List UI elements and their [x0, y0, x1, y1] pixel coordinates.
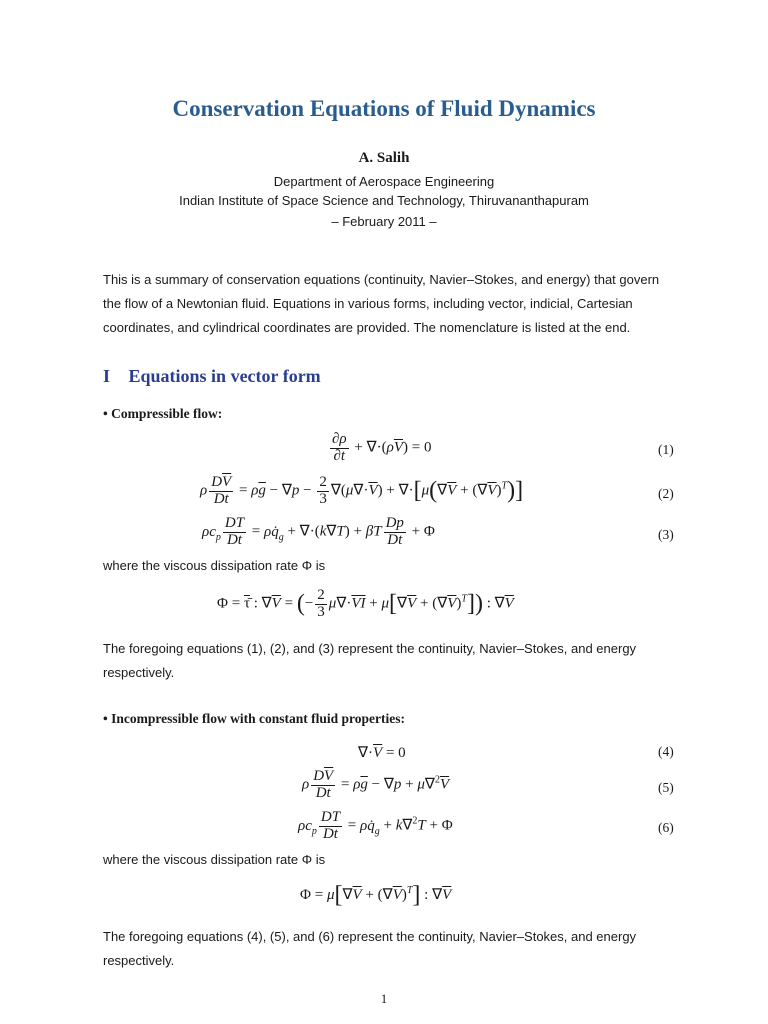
date-line: – February 2011 –	[331, 214, 437, 229]
note-line: respectively.	[103, 665, 175, 680]
equation-number: (4)	[658, 744, 674, 759]
incompressible-note	[103, 925, 679, 973]
dissipation-intro: where the viscous dissipation rate Φ is	[103, 852, 326, 867]
dissipation-equation: $\Phi = \mu[\nabla\overline{V} + (\nabla\overline{V})^T]$ : $\nabla\overline{V}$	[300, 882, 452, 908]
equation-number: (3)	[658, 527, 674, 542]
institute: Indian Institute of Space Science and Technology, Thiruvananthapuram	[179, 193, 589, 208]
incompressible-heading: • Incompressible flow with constant fluid properties:	[103, 711, 405, 726]
author-name: A. Salih	[358, 150, 410, 166]
equation-number: (5)	[658, 780, 674, 795]
section-title: Equations in vector form	[128, 366, 321, 386]
equation-4: $\nabla\cdot\overline{V} = 0$	[358, 745, 406, 761]
equation-1: $\frac{\partial\rho}{\partial t}$ + $\nabla\cdot(\rho\overline{V}) = 0$	[332, 431, 432, 464]
equation-3: $\rho c_p$ $\frac{DT}{Dt}$ = $\rho q̇_g + \nabla\cdot(k\nabla T) + \beta T$ $\frac{Dp}{Dt}$ + Φ	[202, 515, 435, 548]
abstract-line: coordinates, and cylindrical coordinates are provided. The nomenclature is listed at the end.	[103, 320, 631, 335]
dissipation-equation: Φ = τ̄ : $\nabla\overline{V}$ = (− $\frac{2}{3}$ $\mu\nabla\cdot\overline{V}\overline{I} + \mu[\nabla\overline{V} + (\nabla\overline{V})^T]$) : $\nabla\overline{V}$	[217, 587, 514, 620]
note-line: The foregoing equations (1), (2), and (3) represent the continuity, Navier–Stokes, and energy	[103, 641, 637, 656]
abstract-paragraph	[103, 268, 679, 340]
note-line: The foregoing equations (4), (5), and (6) represent the continuity, Navier–Stokes, and energy	[103, 929, 637, 944]
department: Department of Aerospace Engineering	[273, 174, 495, 189]
section-number: I	[103, 366, 111, 386]
compressible-note	[103, 637, 679, 685]
section-heading	[103, 366, 321, 387]
equation-number: (1)	[658, 442, 674, 457]
dissipation-intro: where the viscous dissipation rate Φ is	[103, 558, 326, 573]
page-number: 1	[380, 991, 388, 1006]
paper-title: Conservation Equations of Fluid Dynamics	[172, 96, 596, 121]
equation-6: $\rho c_p$ $\frac{DT}{Dt}$ = $\rho q̇_g + k\nabla^2T + \Phi$	[298, 809, 453, 842]
abstract-line: This is a summary of conservation equations (continuity, Navier–Stokes, and energy) that govern	[103, 272, 660, 287]
equation-2: ρ $\frac{D\overline{V}}{Dt}$ = $\rho\overline{g} - \nabla p$ − $\frac{2}{3}$ $\nabla(\mu\nabla\cdot\overline{V}) + \nabla\cdot[\mu(\nabla\overline{V} + (\nabla\overline{V})^T)]$	[200, 474, 524, 507]
equation-number: (2)	[658, 486, 674, 501]
equation-number: (6)	[658, 820, 674, 835]
note-line: respectively.	[103, 953, 175, 968]
abstract-line: the flow of a Newtonian fluid. Equations in various forms, including vector, indicial, Cartesian	[103, 296, 633, 311]
equation-5: ρ $\frac{D\overline{V}}{Dt}$ = $\rho\overline{g} - \nabla p + \mu\nabla^2\overline{V}$	[302, 768, 450, 801]
compressible-heading: • Compressible flow:	[103, 406, 223, 421]
